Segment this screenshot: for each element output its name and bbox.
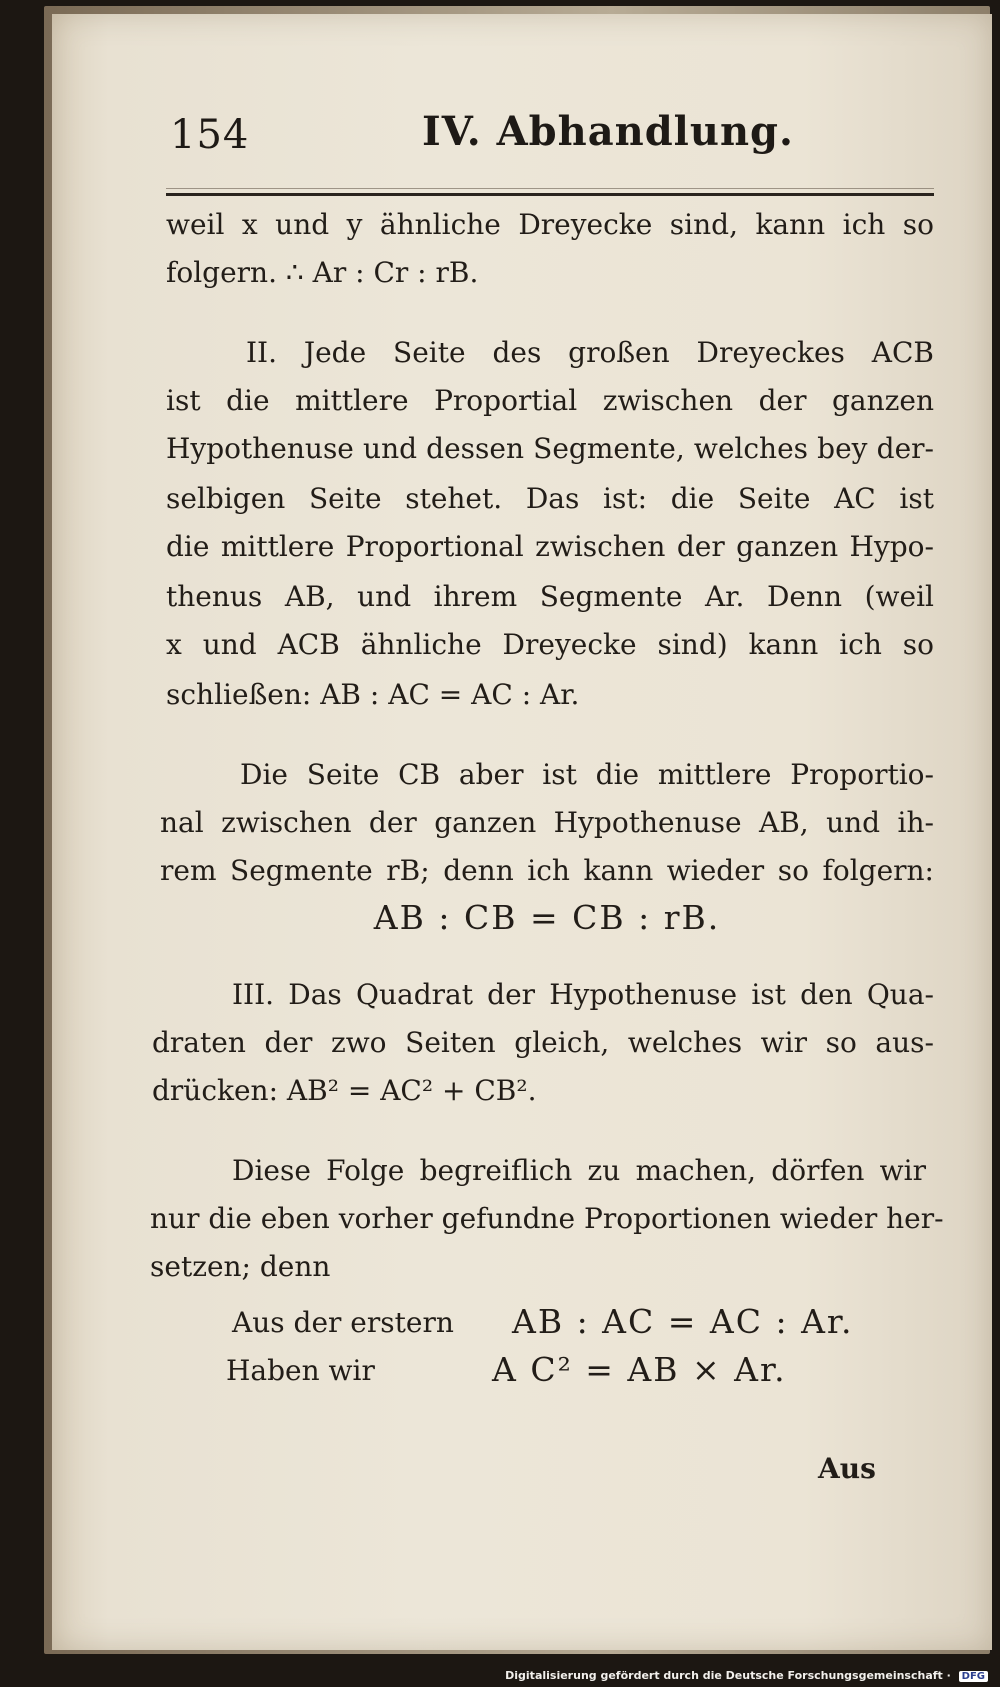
text-line: rem Segmente rB; denn ich kann wieder so folgern: bbox=[160, 854, 934, 887]
equation: AB : CB = CB : rB. bbox=[373, 898, 721, 937]
text-line: thenus AB, und ihrem Segmente Ar. Denn (weil bbox=[166, 580, 934, 613]
running-head: IV. Abhandlung. bbox=[422, 108, 794, 155]
text-line: draten der zwo Seiten gleich, welches wir so aus- bbox=[152, 1026, 934, 1059]
text-line: weil x und y ähnliche Dreyecke sind, kann ich so bbox=[166, 208, 934, 241]
header-rule-thin bbox=[166, 188, 934, 189]
text-line: folgern. ∴ Ar : Cr : rB. bbox=[166, 256, 479, 289]
text-line: II. Jede Seite des großen Dreyeckes ACB bbox=[246, 336, 934, 369]
text-line: selbigen Seite stehet. Das ist: die Seite AC ist bbox=[166, 482, 934, 515]
text-line: x und ACB ähnliche Dreyecke sind) kann ich so bbox=[166, 628, 934, 661]
catchword: Aus bbox=[818, 1452, 876, 1485]
page-number: 154 bbox=[170, 112, 250, 158]
text-line: Diese Folge begreiflich zu machen, dörfen wir bbox=[232, 1154, 926, 1187]
text-line: Hypothenuse und dessen Segmente, welches bey der- bbox=[166, 432, 934, 465]
text-line: nur die eben vorher gefundne Proportionen wieder her- bbox=[150, 1202, 944, 1235]
text-line: die mittlere Proportional zwischen der ganzen Hypo- bbox=[166, 530, 934, 563]
text-line: ist die mittlere Proportial zwischen der ganzen bbox=[166, 384, 934, 417]
text-line: III. Das Quadrat der Hypothenuse ist den Qua- bbox=[232, 978, 934, 1011]
derivation-label: Aus der erstern bbox=[232, 1306, 454, 1339]
text-line: setzen; denn bbox=[150, 1250, 331, 1283]
credit-text: Digitalisierung gefördert durch die Deutsche Forschungsgemeinschaft · bbox=[505, 1669, 951, 1682]
text-line: schließen: AB : AC = AC : Ar. bbox=[166, 678, 580, 711]
derivation-label: Haben wir bbox=[226, 1354, 375, 1387]
header-rule bbox=[166, 193, 934, 196]
derivation-formula: AB : AC = AC : Ar. bbox=[512, 1302, 854, 1341]
text-line: nal zwischen der ganzen Hypothenuse AB, und ih- bbox=[160, 806, 934, 839]
digitization-credit bbox=[505, 1669, 988, 1682]
derivation-formula: A C² = AB × Ar. bbox=[492, 1350, 787, 1389]
dfg-logo: DFG bbox=[959, 1671, 988, 1682]
text-line: Die Seite CB aber ist die mittlere Proportio- bbox=[240, 758, 934, 791]
text-line: drücken: AB² = AC² + CB². bbox=[152, 1074, 537, 1107]
